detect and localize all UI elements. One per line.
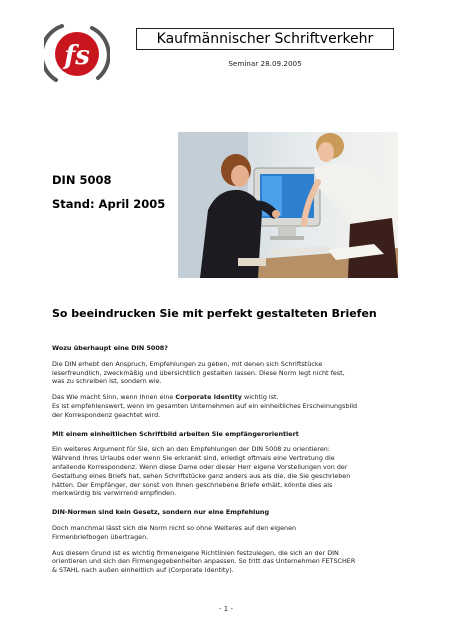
paragraph-line: hätten. Der Empfänger, der sonst von Ihnen geschriebene Briefe erhält, könnte dies als bbox=[52, 480, 333, 489]
din-number: DIN 5008 bbox=[52, 173, 112, 187]
paragraph-line: merkwürdig bis verwirrend empfinden. bbox=[52, 489, 177, 498]
din-block bbox=[52, 168, 165, 216]
paragraph-line: Die DIN erhebt den Anspruch, Empfehlungen zu geben, mit denen sich Schriftstücke bbox=[52, 359, 323, 368]
paragraph-line: Ein weiteres Argument für Sie, sich an den Empfehlungen der DIN 5008 zu orientieren: bbox=[52, 445, 330, 454]
paragraph-line bbox=[52, 393, 402, 402]
page-number: - 1 - bbox=[219, 605, 233, 613]
paragraph-line: leserfreundlich, zweckmäßig und übersichtlich gestalten lassen. Diese Norm legt nicht fest, bbox=[52, 368, 345, 377]
text-span: wichtig ist. bbox=[241, 393, 279, 402]
text-span: Das Wie macht Sinn, wenn Ihnen eine bbox=[52, 393, 176, 402]
document-title: Kaufmännischer Schriftverkehr bbox=[136, 28, 394, 50]
corporate-identity-term: Corporate Identity bbox=[175, 393, 242, 402]
section-heading: Mit einem einheitlichen Schriftbild arbeiten Sie empfängerorientiert bbox=[52, 429, 299, 438]
paragraph-line: Doch manchmal lässt sich die Norm nicht so ohne Weiteres auf den eigenen bbox=[52, 523, 297, 532]
paragraph-line: Aus diesem Grund ist es wichtig firmeneigene Richtlinien festzulegen, die sich an der DIN bbox=[52, 548, 339, 557]
paragraph-line: orientieren und sich den Firmengegebenheiten anpassen. So tritt das Unternehmen FETSCHER bbox=[52, 557, 356, 566]
paragraph-line: Gestaltung eines Briefs hat, sehen Schriftstücke ganz anders aus als die, die Sie geschrieben bbox=[52, 471, 351, 480]
paragraph-line: Firmenbriefbogen übertragen. bbox=[52, 532, 149, 541]
paragraph-line: der Korrespondenz geachtet wird. bbox=[52, 410, 161, 419]
company-logo bbox=[44, 20, 110, 88]
section-heading: Wozu überhaupt eine DIN 5008? bbox=[52, 344, 168, 352]
paragraph-line: Während Ihres Urlaubs oder wenn Sie erkrankt sind, erledigt oftmals eine Vertretung die bbox=[52, 454, 335, 463]
office-photo bbox=[178, 132, 398, 278]
paragraph-line: was zu schreiben ist, sondern wie. bbox=[52, 377, 162, 386]
paragraph-line: anfallende Korrespondenz. Wenn diese Dame oder dieser Herr eigene Vorstellungen von der bbox=[52, 462, 348, 471]
article-headline: So beeindrucken Sie mit perfekt gestalteten Briefen bbox=[52, 307, 377, 320]
seminar-date: Seminar 28.09.2005 bbox=[228, 59, 302, 68]
body-text bbox=[52, 344, 402, 575]
section-heading: DIN-Normen sind kein Gesetz, sondern nur eine Empfehlung bbox=[52, 508, 270, 517]
logo-text: fs bbox=[64, 41, 90, 71]
paragraph-line: Es ist empfehlenswert, wenn im gesamten Unternehmen auf ein einheitliches Erscheinungsbild bbox=[52, 401, 358, 410]
paragraph-line: & STAHL nach außen einheitlich auf (Corporate Identity). bbox=[52, 566, 234, 575]
din-status: Stand: April 2005 bbox=[52, 197, 166, 211]
